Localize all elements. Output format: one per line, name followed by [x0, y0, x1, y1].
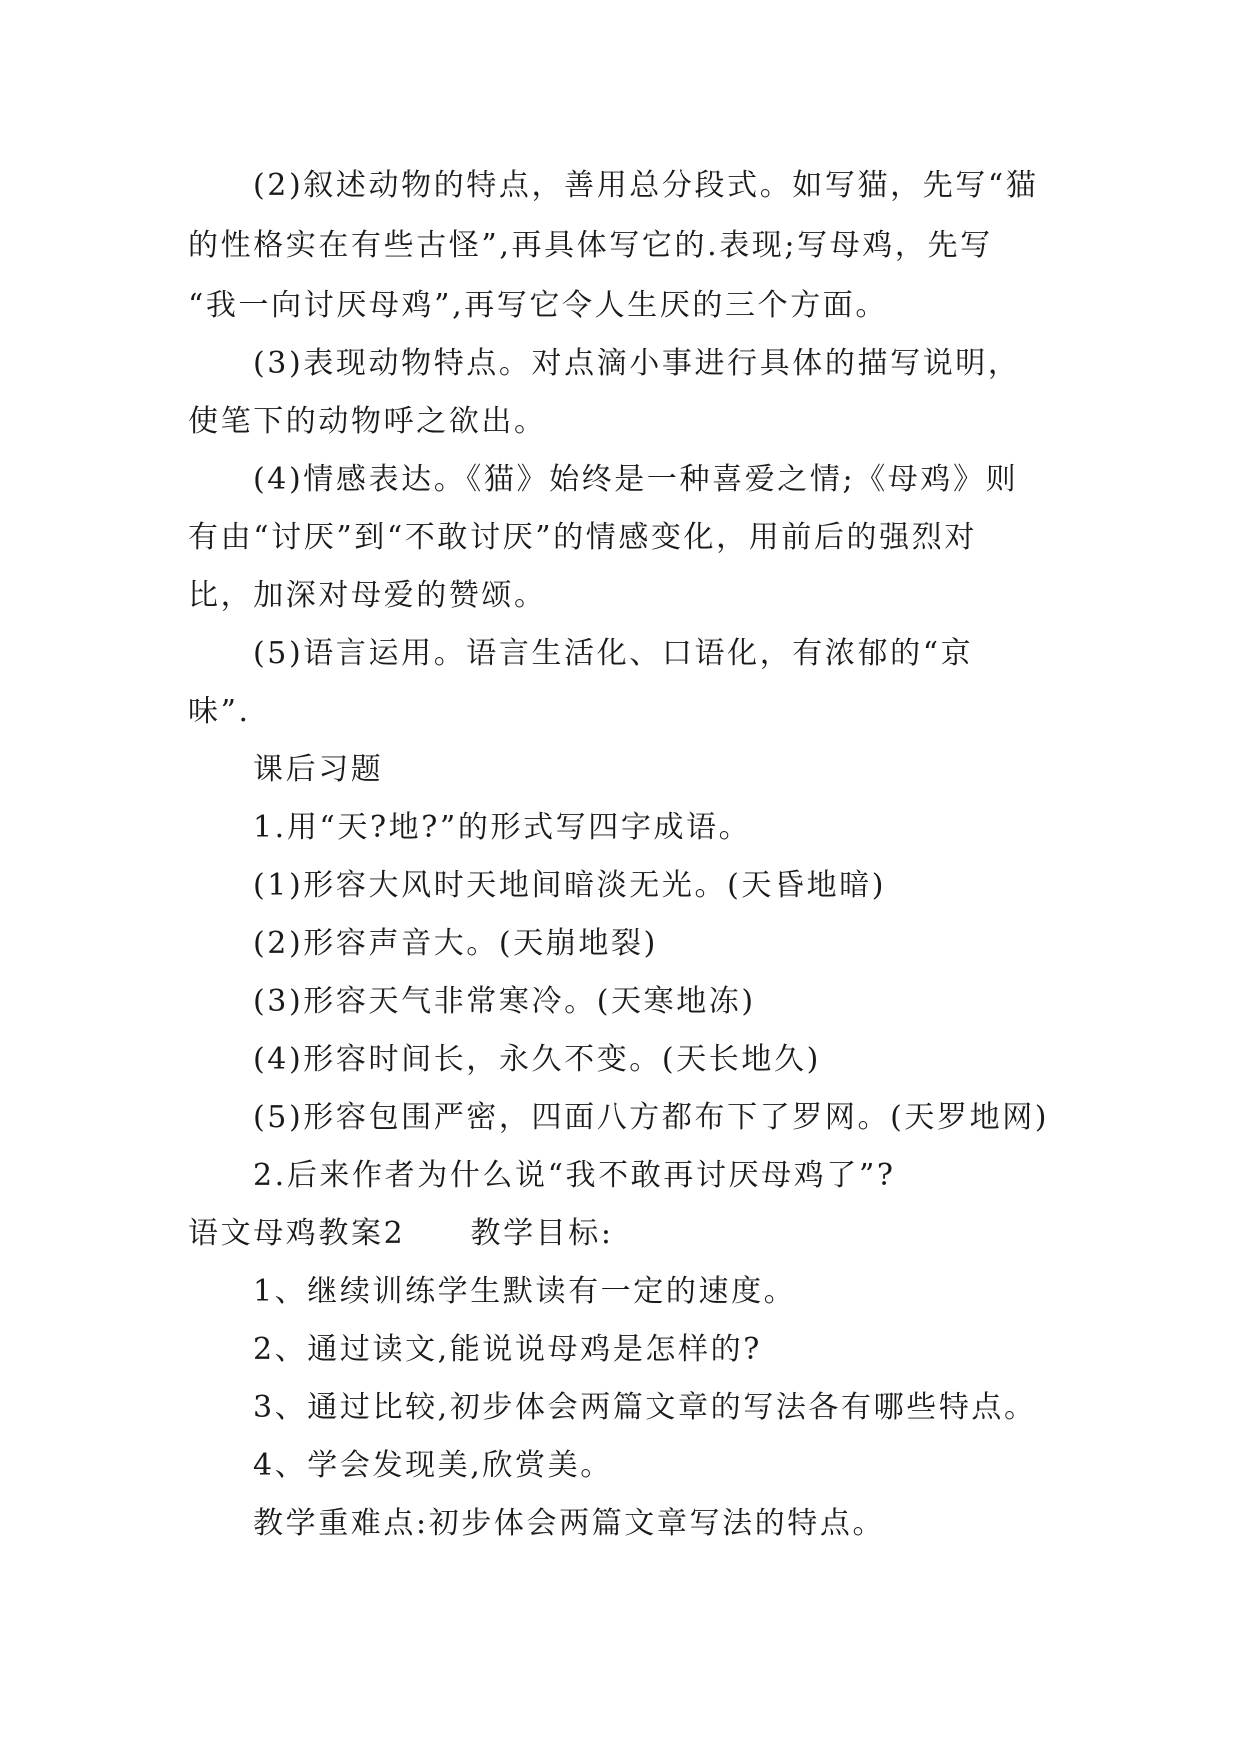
- paragraph-line: (3)表现动物特点。对点滴小事进行具体的描写说明，: [253, 346, 1021, 381]
- paragraph-line: 使笔下的动物呼之欲出。: [188, 404, 547, 439]
- exercise-item: (5)形容包围严密，四面八方都布下了罗网。(天罗地网): [253, 1100, 1050, 1135]
- paragraph-line: 的性格实在有些古怪”,再具体写它的.表现;写母鸡，先写: [188, 228, 993, 263]
- exercise-item: (3)形容天气非常寒冷。(天寒地冻): [253, 984, 756, 1019]
- paragraph-line: 比，加深对母爱的赞颂。: [188, 578, 547, 613]
- goal-item: 4、学会发现美,欣赏美。: [253, 1448, 613, 1483]
- exercise-question: 2.后来作者为什么说“我不敢再讨厌母鸡了”?: [253, 1158, 896, 1193]
- key-points: 教学重难点:初步体会两篇文章写法的特点。: [253, 1506, 886, 1541]
- paragraph-line: 味”.: [188, 694, 251, 729]
- paragraph-line: “我一向讨厌母鸡”,再写它令人生厌的三个方面。: [188, 288, 889, 323]
- paragraph-line: (4)情感表达。《猫》始终是一种喜爱之情;《母鸡》则: [253, 462, 1019, 497]
- goal-item: 1、继续训练学生默读有一定的速度。: [253, 1274, 797, 1309]
- paragraph-line: 有由“讨厌”到“不敢讨厌”的情感变化，用前后的强烈对: [188, 520, 977, 555]
- paragraph-line: (2)叙述动物的特点，善用总分段式。如写猫，先写“猫: [253, 168, 1039, 203]
- section-heading: 课后习题: [253, 752, 384, 787]
- exercise-question: 1.用“天?地?”的形式写四字成语。: [253, 810, 752, 845]
- exercise-item: (4)形容时间长，永久不变。(天长地久): [253, 1042, 821, 1077]
- lesson-title: 语文母鸡教案2 教学目标:: [188, 1216, 614, 1251]
- exercise-item: (2)形容声音大。(天崩地裂): [253, 926, 658, 961]
- exercise-item: (1)形容大风时天地间暗淡无光。(天昏地暗): [253, 868, 887, 903]
- paragraph-line: (5)语言运用。语言生活化、口语化，有浓郁的“京: [253, 636, 974, 671]
- goal-item: 3、通过比较,初步体会两篇文章的写法各有哪些特点。: [253, 1390, 1037, 1425]
- goal-item: 2、通过读文,能说说母鸡是怎样的?: [253, 1332, 762, 1367]
